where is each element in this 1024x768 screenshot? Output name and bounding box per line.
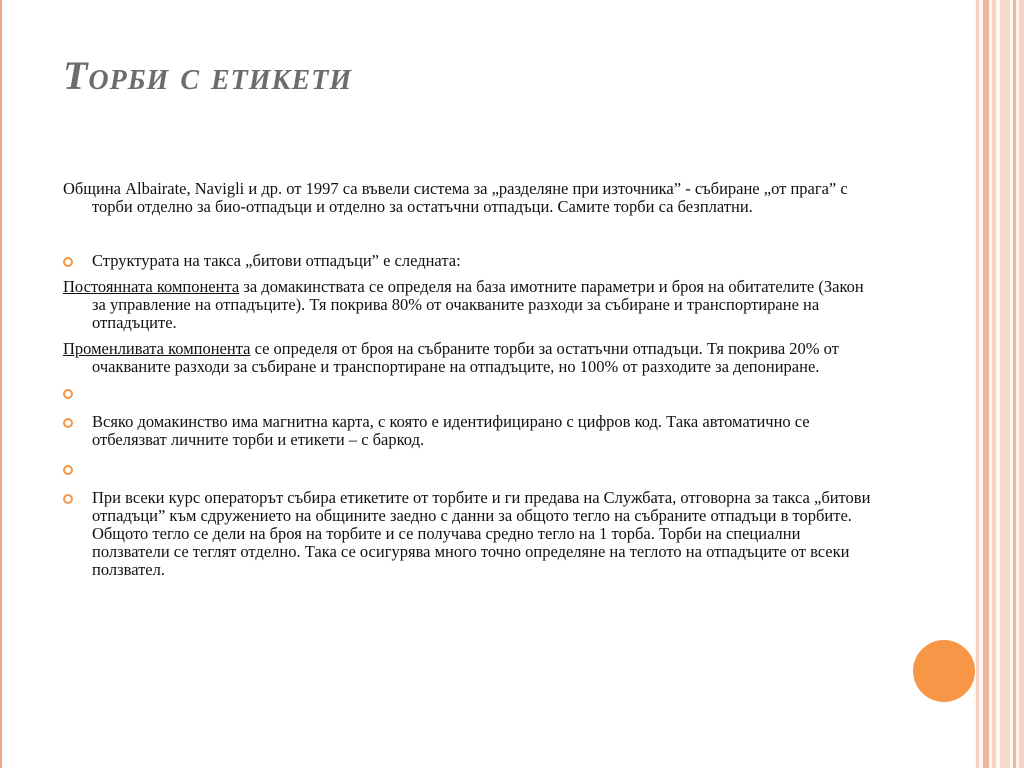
decor-stripe <box>983 0 989 768</box>
bullet-text: При всеки курс операторът събира етикетите от торбите и ги предава на Службата, отговорна за такса „битови отпадъци” към сдружението на общините заедно с данни за общото тегло на събраните отпадъци в торбите. Общото тегло се дели на броя на торбите и се получава средно тегло на 1 торба. Торби на специални ползватели се теглят отделно. Така се осигурява много точно определяне на теглото на отпадъците от всеки ползвател. <box>92 488 871 579</box>
fixed-component-paragraph <box>63 278 878 332</box>
variable-component-paragraph <box>63 340 878 376</box>
decor-stripe <box>1000 0 1010 768</box>
bullet-icon <box>63 494 73 504</box>
bullet-icon <box>63 257 73 267</box>
bullet-empty <box>63 460 878 478</box>
bullet-text: Структурата на такса „битови отпадъци” е следната: <box>92 251 461 270</box>
bullet-structure <box>63 252 878 270</box>
variable-component-label: Променливата компонента <box>63 339 251 358</box>
bullet-icon <box>63 465 73 475</box>
decor-stripe <box>992 0 996 768</box>
variable-component-text: се определя от броя на събраните торби за остатъчни отпадъци. Тя покрива 20% от очакваните разходи за събиране и транспортиране на отпадъците, но 100% от разходите за депониране. <box>92 339 839 376</box>
bullet-card <box>63 413 878 449</box>
fixed-component-label: Постоянната компонента <box>63 277 240 296</box>
fixed-component-text: за домакинствата се определя на база имотните параметри и броя на обитателите (Закон за управление на отпадъците). Тя покрива 80% от очакваните разходи за събиране и транспортиране на отпадъците. <box>92 277 864 332</box>
decor-circle <box>913 640 975 702</box>
decor-stripe <box>1019 0 1024 768</box>
decor-stripe <box>1013 0 1016 768</box>
decor-stripe <box>976 0 979 768</box>
slide-title: Торби с етикети <box>63 53 353 98</box>
bullet-empty <box>63 384 878 402</box>
intro-paragraph: Община Albairate, Navigli и др. от 1997 са въвели система за „разделяне при източника” - събиране „от прага” с торби отделно за био-отпадъци и отделно за остатъчни отпадъци. Самите торби са безплатни. <box>63 179 848 216</box>
bullet-icon <box>63 418 73 428</box>
bullet-operator <box>63 489 878 579</box>
bullet-text: Всяко домакинство има магнитна карта, с която е идентифицирано с цифров код. Така автоматично се отбелязват личните торби и етикети – с баркод. <box>92 412 810 449</box>
slide-body <box>63 180 878 579</box>
bullet-icon <box>63 389 73 399</box>
left-border <box>0 0 2 768</box>
